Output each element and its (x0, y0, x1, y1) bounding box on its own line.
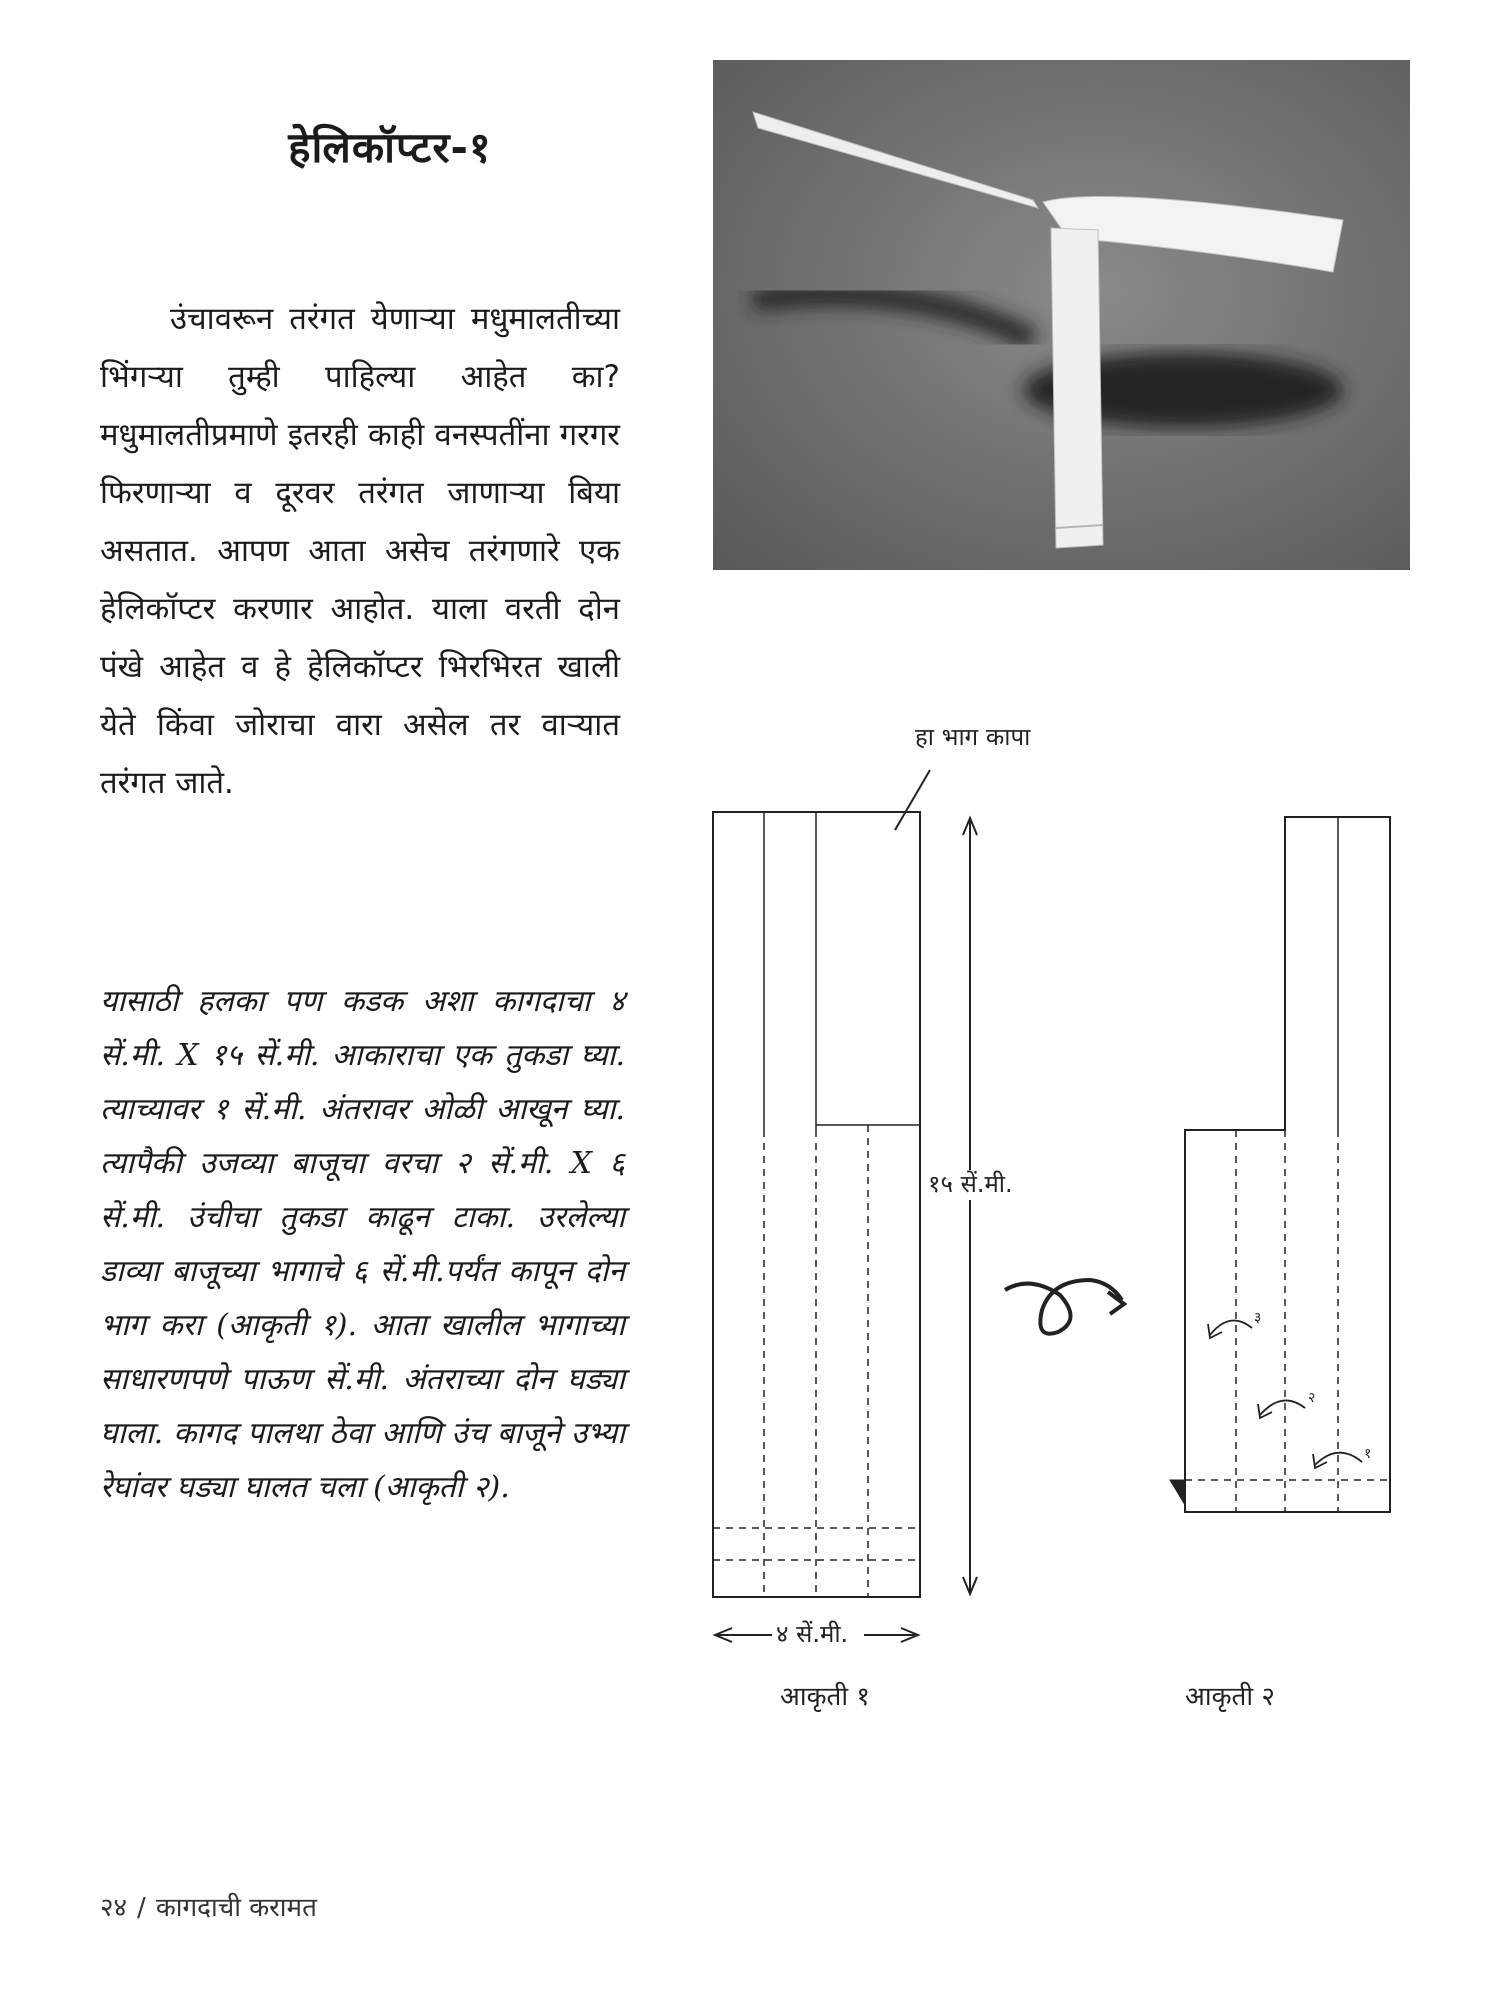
footer-separator: / (137, 1893, 146, 1923)
intro-paragraph: उंचावरून तरंगत येणाऱ्या मधुमालतीच्या भिंगऱ्या तुम्ही पाहिल्या आहेत का? मधुमालतीप्रमाणे इतरही काही वनस्पतींना गरगर फिरणाऱ्या व दूरवर तरंगत जाणाऱ्या बिया असतात. आपण आता असेच तरंगणारे एक हेलिकॉप्टर करणार आहोत. याला वरती दोन पंखे आहेत व हे हेलिकॉप्टर भिरभिरत खाली येते किंवा जोराचा वारा असेल तर वाऱ्यात तरंगत जाते. (100, 301, 620, 801)
page-title: हेलिकॉप्टर-१ (288, 123, 492, 172)
height-label: १५ सें.मी. (928, 1170, 1013, 1198)
page-number: २४ (100, 1893, 128, 1923)
fold-number-1: १ (1364, 1446, 1372, 1462)
folding-diagram (690, 720, 1430, 1760)
figure-2 (1170, 817, 1390, 1512)
width-label: ४ सें.मी. (776, 1620, 849, 1648)
instructions-paragraph: यासाठी हलका पण कडक अशा कागदाचा ४ सें.मी. X १५ सें.मी. आकाराचा एक तुकडा घ्या. त्याच्यावर १ सें.मी. अंतरावर ओळी आखून घ्या. त्यापैकी उजव्या बाजूचा वरचा २ सें.मी. X ६ सें.मी. उंचीचा तुकडा काढून टाका. उरलेल्या डाव्या बाजूच्या भागाचे ६ सें.मी.पर्यंत कापून दोन भाग करा (आकृती १). आता खालील भागाच्या साधारणपणे पाऊण सें.मी. अंतराच्या दोन घड्या घाला. कागद पालथा ठेवा आणि उंच बाजूने उभ्या रेघांवर घड्या घालत चला (आकृती २). (100, 984, 625, 1505)
figure-1-caption: आकृती १ (780, 1682, 870, 1712)
book-title: कागदाची करामत (155, 1893, 317, 1923)
fold-number-3: ३ (1254, 1310, 1262, 1326)
helicopter-photo (713, 60, 1410, 570)
flip-arrow-icon (1005, 1280, 1122, 1334)
fold-number-2: २ (1308, 1390, 1316, 1406)
figure-2-caption: आकृती २ (1185, 1682, 1275, 1712)
figure-1 (713, 812, 920, 1597)
cut-label: हा भाग कापा (915, 723, 1031, 751)
page-footer (100, 1888, 317, 1924)
